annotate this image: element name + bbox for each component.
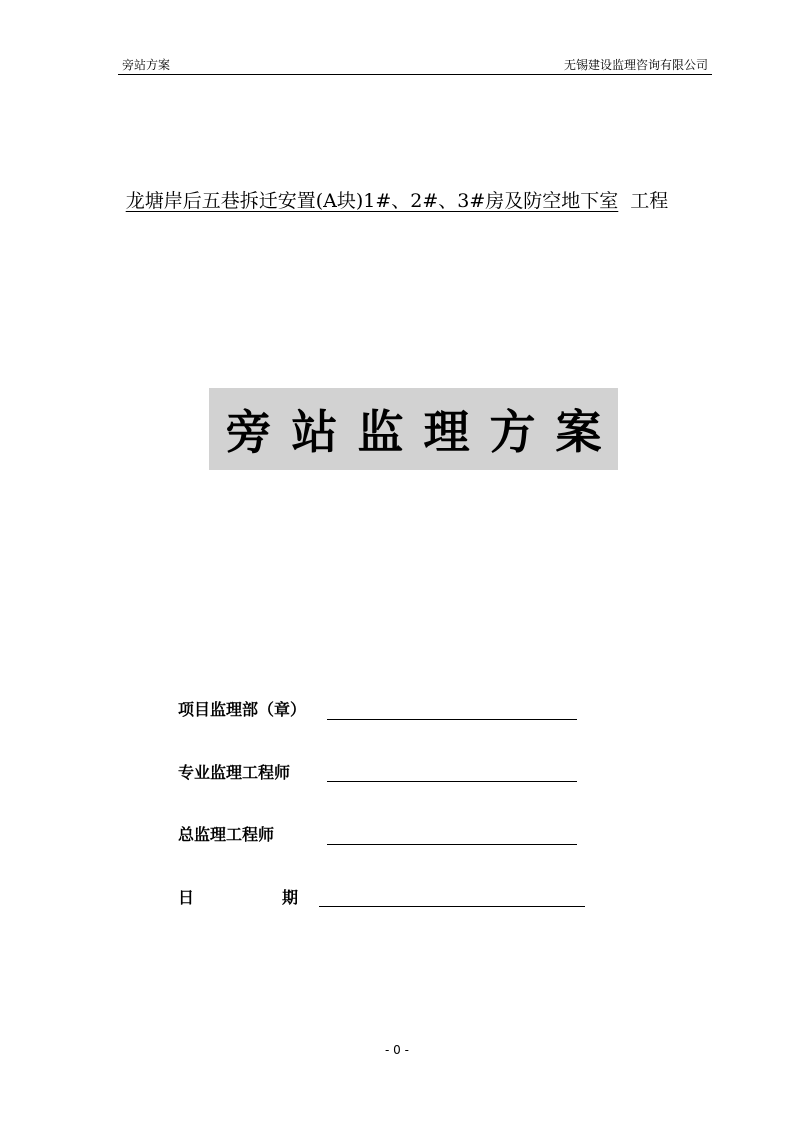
signature-label: 项目监理部（章）	[178, 700, 307, 719]
project-name: 龙塘岸后五巷拆迁安置(A块)1#、2#、3#房及防空地下室	[125, 190, 619, 212]
project-title	[0, 188, 794, 214]
main-title-banner	[209, 388, 622, 470]
header-doc-title: 旁站方案	[122, 58, 171, 72]
project-title-suffix: 工程	[630, 190, 669, 212]
date-label-char-2: 期	[282, 888, 299, 907]
header-company-name: 无锡建设监理咨询有限公司	[563, 58, 708, 72]
page-header	[118, 56, 712, 75]
signature-label: 专业监理工程师	[178, 763, 291, 782]
page-number: - 0 -	[385, 1043, 409, 1057]
signature-line-specialist-engineer	[327, 781, 577, 782]
date-row	[178, 888, 318, 912]
signature-line-chief-engineer	[327, 844, 577, 845]
signature-line-project-dept	[327, 719, 577, 720]
date-label-char-1: 日	[178, 888, 195, 907]
main-title: 旁站监理方案	[225, 405, 622, 459]
signature-label: 总监理工程师	[178, 825, 275, 844]
date-line	[319, 906, 585, 907]
